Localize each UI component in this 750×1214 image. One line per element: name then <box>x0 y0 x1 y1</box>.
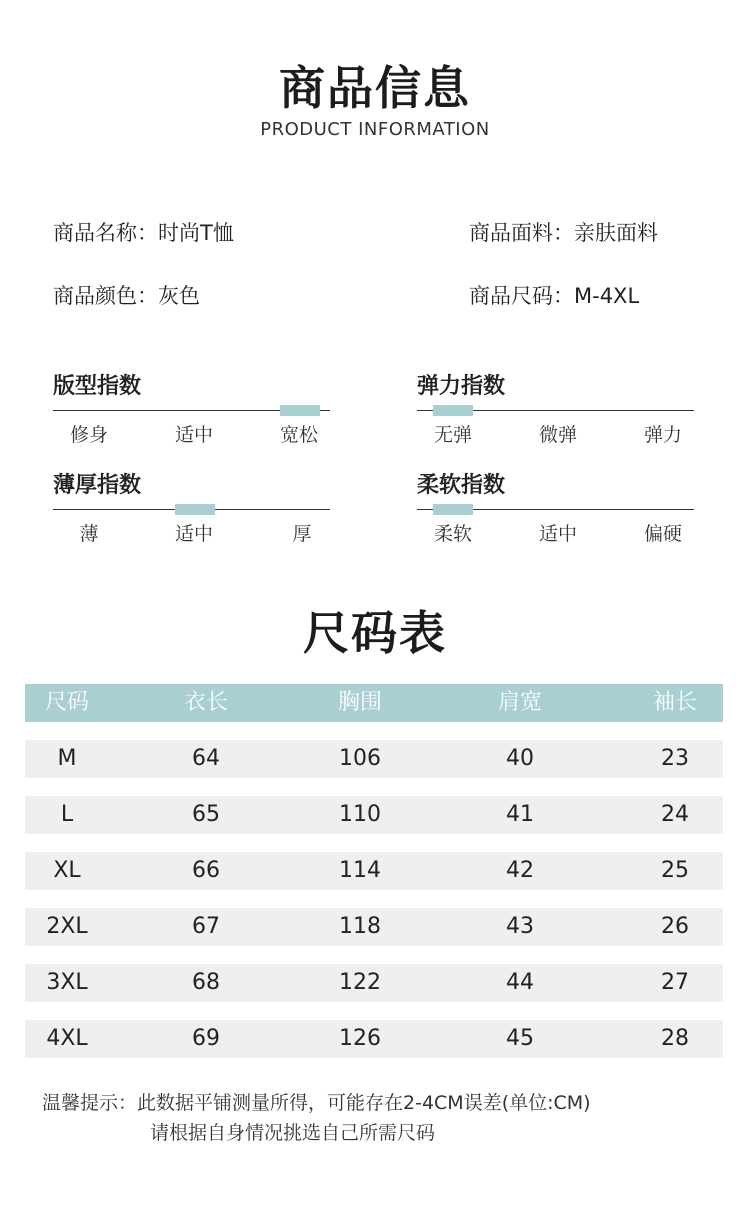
softness-index-label: 适中 <box>538 523 577 545</box>
table-cell: 67 <box>192 914 220 939</box>
table-cell: 45 <box>506 1026 534 1051</box>
table-cell: 68 <box>192 970 220 995</box>
thickness-index-label: 适中 <box>174 523 213 545</box>
column-header: 袖长 <box>652 690 697 715</box>
table-cell: 4XL <box>46 1026 88 1051</box>
thickness-index-label: 薄 <box>79 523 99 545</box>
product-size-range: 商品尺码：M-4XL <box>469 284 640 308</box>
table-cell: 126 <box>339 1026 381 1051</box>
measurement-tip: 温馨提示：此数据平铺测量所得，可能存在2-4CM误差(单位:CM) <box>42 1092 591 1114</box>
table-cell: 118 <box>339 914 381 939</box>
table-cell: 69 <box>192 1026 220 1051</box>
table-cell: 27 <box>661 970 689 995</box>
thickness-index-marker <box>175 504 215 515</box>
table-cell: 43 <box>506 914 534 939</box>
elastic-index-title: 弹力指数 <box>417 374 506 399</box>
table-cell: 25 <box>661 858 689 883</box>
product-color: 商品颜色：灰色 <box>53 284 200 308</box>
fit-index-label: 宽松 <box>279 424 318 446</box>
softness-index-label: 柔软 <box>433 523 472 545</box>
column-header: 尺码 <box>44 690 89 715</box>
table-cell: 24 <box>661 802 689 827</box>
table-cell: 28 <box>661 1026 689 1051</box>
thickness-index-title: 薄厚指数 <box>53 473 142 498</box>
fit-index-title: 版型指数 <box>53 374 142 399</box>
softness-index-label: 偏硬 <box>643 523 682 545</box>
softness-index-title: 柔软指数 <box>417 473 506 498</box>
size-chart-header <box>25 684 723 722</box>
table-cell: 3XL <box>46 970 88 995</box>
table-row <box>25 740 723 778</box>
table-cell: XL <box>53 858 81 883</box>
table-cell: M <box>57 746 77 771</box>
table-cell: L <box>60 802 74 827</box>
fit-index-label: 适中 <box>174 424 213 446</box>
column-header: 胸围 <box>337 690 382 715</box>
thickness-index-label: 厚 <box>292 523 312 545</box>
column-header: 肩宽 <box>497 690 542 715</box>
table-cell: 110 <box>339 802 381 827</box>
table-row <box>25 796 723 834</box>
elastic-index-label: 微弹 <box>538 424 577 446</box>
size-chart-title: 尺码表 <box>303 606 447 660</box>
table-cell: 23 <box>661 746 689 771</box>
table-cell: 64 <box>192 746 220 771</box>
page-subtitle: PRODUCT INFORMATION <box>260 119 490 140</box>
product-name: 商品名称：时尚T恤 <box>53 221 234 245</box>
table-row <box>25 908 723 946</box>
column-header: 衣长 <box>183 690 228 715</box>
table-cell: 66 <box>192 858 220 883</box>
table-cell: 106 <box>339 746 381 771</box>
softness-index-marker <box>433 504 473 515</box>
elastic-index-label: 弹力 <box>643 424 682 446</box>
table-cell: 2XL <box>46 914 88 939</box>
fit-index-label: 修身 <box>69 424 108 446</box>
elastic-index-label: 无弹 <box>433 424 472 446</box>
measurement-tip-note: 请根据自身情况挑选自己所需尺码 <box>150 1122 436 1144</box>
table-cell: 122 <box>339 970 381 995</box>
table-cell: 41 <box>506 802 534 827</box>
table-cell: 65 <box>192 802 220 827</box>
table-cell: 40 <box>506 746 534 771</box>
product-fabric: 商品面料：亲肤面料 <box>469 221 658 245</box>
table-row <box>25 1020 723 1058</box>
table-row <box>25 964 723 1002</box>
page-title: 商品信息 <box>279 61 471 115</box>
elastic-index-marker <box>433 405 473 416</box>
fit-index-marker <box>280 405 320 416</box>
table-cell: 114 <box>339 858 381 883</box>
table-cell: 42 <box>506 858 534 883</box>
table-cell: 44 <box>506 970 534 995</box>
table-cell: 26 <box>661 914 689 939</box>
table-row <box>25 852 723 890</box>
